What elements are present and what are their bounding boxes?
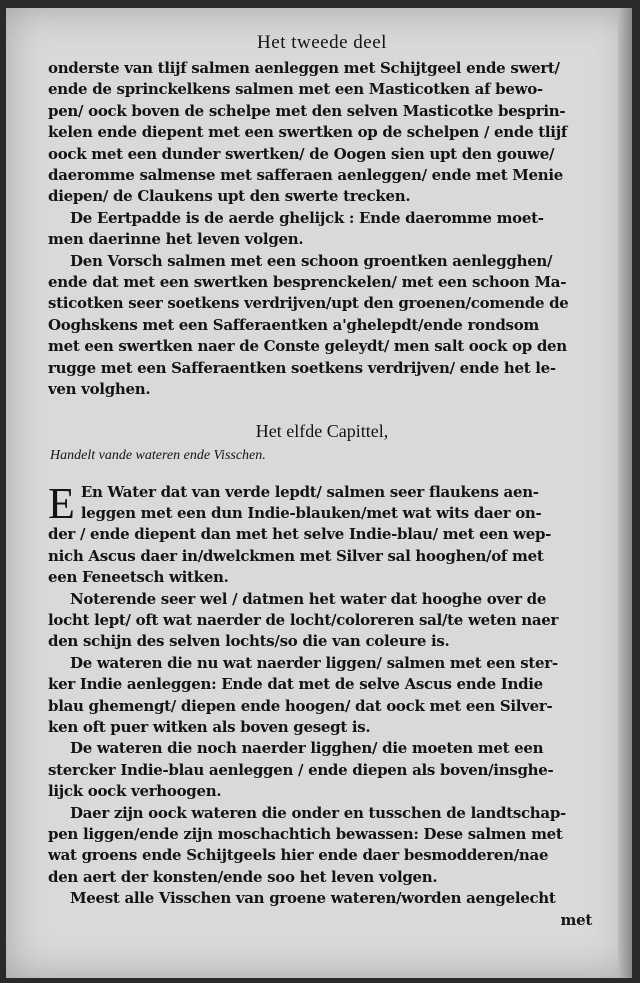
text-line: diepen/ de Claukens upt den swerte trecken. bbox=[48, 187, 411, 206]
text-line: pen/ oock boven de schelpe met den selven Masticotke besprin- bbox=[48, 101, 566, 120]
paragraph-toad bbox=[48, 208, 596, 251]
text-line: onderste van tlijf salmen aenleggen met Schijtgeel ende swert/ bbox=[48, 59, 560, 77]
text-line: locht lept/ oft wat naerder de locht/coloreren sal/te weten naer bbox=[48, 610, 559, 629]
text-line: den schijn des selven lochts/so die van coleure is. bbox=[48, 632, 450, 651]
paragraph-intro bbox=[48, 58, 596, 208]
running-head: Het tweede deel bbox=[257, 32, 387, 53]
text-line: den aert der konsten/ende soo het leven volgen. bbox=[48, 867, 438, 886]
text-line: daeromme salmense met safferaen aenleggen/ ende met Menie bbox=[48, 166, 564, 185]
paragraph-water-5 bbox=[48, 803, 596, 889]
text-line: oock met een dunder swertken/ de Oogen sien upt den gouwe/ bbox=[48, 144, 555, 163]
text-line: nich Ascus daer in/dwelckmen met Silver sal hooghen/of met bbox=[48, 546, 544, 565]
page-text bbox=[48, 32, 596, 931]
text-line: Den Vorsch salmen met een schoon groentken aenlegghen/ bbox=[70, 251, 553, 270]
text-line: De Eertpadde is de aerde ghelijck : Ende daeromme moet- bbox=[70, 208, 544, 227]
text-line: Daer zijn oock wateren die onder en tusschen de landtschap- bbox=[70, 803, 566, 822]
text-line: men daerinne het leven volgen. bbox=[48, 230, 304, 249]
text-line: stercker Indie-blau aenleggen / ende diepen als boven/insghe- bbox=[48, 760, 554, 779]
text-line: kelen ende diepent met een swertken op de schelpen / ende tlijf bbox=[48, 123, 567, 142]
paragraph-water-4 bbox=[48, 738, 596, 802]
text-line: De wateren die noch naerder ligghen/ die moeten met een bbox=[70, 739, 544, 758]
text-line: wat groens ende Schijtgeels hier ende daer besmodderen/nae bbox=[48, 846, 549, 865]
text-line: ken oft puer witken als boven gesegt is. bbox=[48, 717, 371, 736]
text-line: ker Indie aenleggen: Ende dat met de selve Ascus ende Indie bbox=[48, 675, 543, 694]
paragraph-fish bbox=[48, 888, 596, 909]
text-line: ende de sprinckelkens salmen met een Masticotken af bewo- bbox=[48, 80, 543, 99]
page-edge bbox=[618, 8, 632, 978]
chapter-title: Het elfde Capittel, bbox=[255, 420, 389, 441]
text-line: der / ende diepent dan met het selve Indie-blau/ met een wep- bbox=[48, 525, 552, 544]
text-line: pen liggen/ende zijn moschachtich bewassen: Dese salmen met bbox=[48, 825, 563, 843]
text-line: met een swertken naer de Conste geleydt/ men salt oock op den bbox=[48, 337, 567, 356]
text-line: blau ghemengt/ diepen ende hoogen/ dat oock met een Silver- bbox=[48, 696, 553, 715]
drop-cap: E bbox=[48, 478, 75, 528]
text-line: een Feneetsch witken. bbox=[48, 568, 229, 587]
paragraph-water-3 bbox=[48, 653, 596, 739]
text-line: Noterende seer wel / datmen het water dat hooghe over de bbox=[70, 589, 547, 608]
text-line: ven volghen. bbox=[48, 380, 151, 399]
text-line: lijck oock verhoogen. bbox=[48, 782, 222, 801]
text-line: Meest alle Visschen van groene wateren/worden aengelecht bbox=[70, 889, 556, 908]
chapter-subtitle: Handelt vande wateren ende Visschen. bbox=[50, 447, 266, 463]
text-line: sticotken seer soetkens verdrijven/upt den groenen/comende de bbox=[48, 294, 569, 313]
paragraph-water-1 bbox=[48, 478, 596, 589]
text-line: rugge met een Safferaentken soetkens verdrijven/ ende het le- bbox=[48, 358, 556, 377]
text-line: ende dat met een swertken besprenckelen/ met een schoon Ma- bbox=[48, 273, 567, 292]
book-page bbox=[6, 8, 632, 978]
text-line: Ooghskens met een Safferaentken a'ghelepdt/ende rondsom bbox=[48, 315, 539, 334]
paragraph-frog bbox=[48, 251, 596, 401]
catchword: met bbox=[560, 910, 592, 929]
text-line: En Water dat van verde lepdt/ salmen seer flaukens aen- bbox=[80, 482, 539, 501]
paragraph-water-2 bbox=[48, 589, 596, 653]
text-line: De wateren die nu wat naerder liggen/ salmen met een ster- bbox=[70, 653, 558, 672]
text-line: leggen met een dun Indie-blauken/met wat wits daer on- bbox=[80, 503, 542, 522]
